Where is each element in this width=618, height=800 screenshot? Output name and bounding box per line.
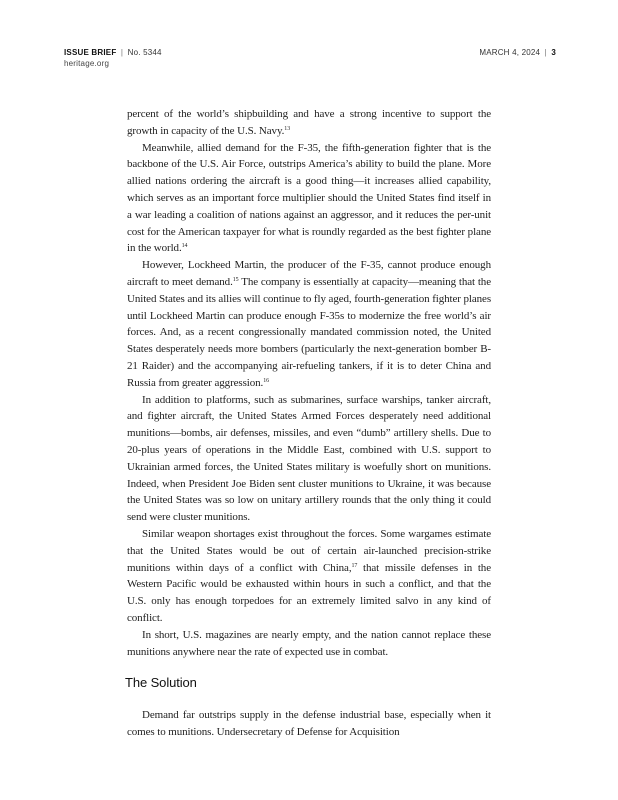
header-separator: | — [120, 48, 124, 57]
paragraph-6 — [127, 627, 491, 661]
section-paragraph — [127, 707, 491, 741]
page-number: 3 — [551, 48, 556, 57]
issue-label: ISSUE BRIEF — [64, 48, 117, 57]
paragraph-text: The company is essentially at capacity—meaning that the United States and its allies will continue to fly aged, fourth-generation fighter planes until Lockheed Martin can produce enough F-35s to modernize the free world’s air forces. And, as a recent congressionally mandated commission noted, the United States desperately needs more bombers (particularly the next-generation bomber B-21 Raider) and the accompanying air-refueling tankers, if it is to deter China and Russia from greater aggression. — [127, 275, 491, 389]
paragraph-text: Meanwhile, allied demand for the F-35, the fifth-generation fighter that is the backbone of the U.S. Air Force, outstrips America’s ability to build the plane. More allied nations ordering the aircraft is a good thing—it increases allied capability, which serves as an important force multiplier should the United States find itself in a war leading a coalition of nations against an aggressor, and it reduces the per-unit cost for the American taxpayer for what is roundly regarded as the best fighter plane in the world. — [127, 141, 491, 255]
paragraph-text: percent of the world’s shipbuilding and have a strong incentive to support the growth in capacity of the U.S. Navy. — [127, 108, 491, 137]
endnote-ref[interactable]: 14 — [181, 243, 188, 250]
paragraph-text: However, Lockheed Martin, the producer of the F-35, cannot produce enough aircraft to meet demand. — [127, 259, 491, 288]
issue-info — [64, 48, 162, 58]
header-top-row — [64, 48, 556, 58]
endnote-ref[interactable]: 13 — [284, 125, 291, 132]
endnote-ref[interactable]: 16 — [263, 377, 270, 384]
article-body — [127, 106, 491, 741]
date-page-info — [479, 48, 556, 58]
page-header — [64, 48, 556, 69]
endnote-ref[interactable]: 17 — [351, 562, 358, 569]
paragraph-text: In short, U.S. magazines are nearly empty, and the nation cannot replace these munitions anywhere near the rate of expected use in combat. — [127, 628, 491, 658]
section-heading: The Solution — [125, 675, 197, 691]
paragraph-3 — [127, 257, 491, 391]
publication-date: MARCH 4, 2024 — [479, 48, 541, 57]
issue-number: No. 5344 — [127, 48, 162, 57]
site-link[interactable]: heritage.org — [64, 59, 110, 68]
paragraph-4 — [127, 392, 491, 526]
paragraph-text: that missile defenses in the Western Pacific would be exhausted within hours in such a conflict, and that the U.S. only has enough torpedoes for an extremely limited salvo in any kind of conflict. — [127, 561, 491, 624]
paragraph-text: In addition to platforms, such as submarines, surface warships, tanker aircraft, and fighter aircraft, the United States Armed Forces desperately need additional munitions—bombs, air defenses, missiles, and even “dumb” artillery shells. Due to 20-plus years of operations in the Middle East, combined with U.S. support to Ukrainian armed forces, the United States military is woefully short on munitions. Indeed, when President Joe Biden sent cluster munitions to Ukraine, it was because the United States was so low on unitary artillery rounds that the only thing it could send were cluster munitions. — [127, 393, 491, 524]
header-separator-right: | — [544, 48, 547, 57]
paragraph-5 — [127, 526, 491, 627]
paragraph-2 — [127, 140, 491, 258]
endnote-ref[interactable]: 15 — [232, 276, 239, 283]
paragraph-text: Similar weapon shortages exist throughout the forces. Some wargames estimate that the United States would be out of certain air-launched precision-strike munitions within days of a conflict with China, — [127, 527, 491, 574]
paragraph-1 — [127, 106, 491, 140]
paragraph-text: Demand far outstrips supply in the defense industrial base, especially when it comes to munitions. Undersecretary of Defense for Acquisition — [127, 709, 491, 739]
